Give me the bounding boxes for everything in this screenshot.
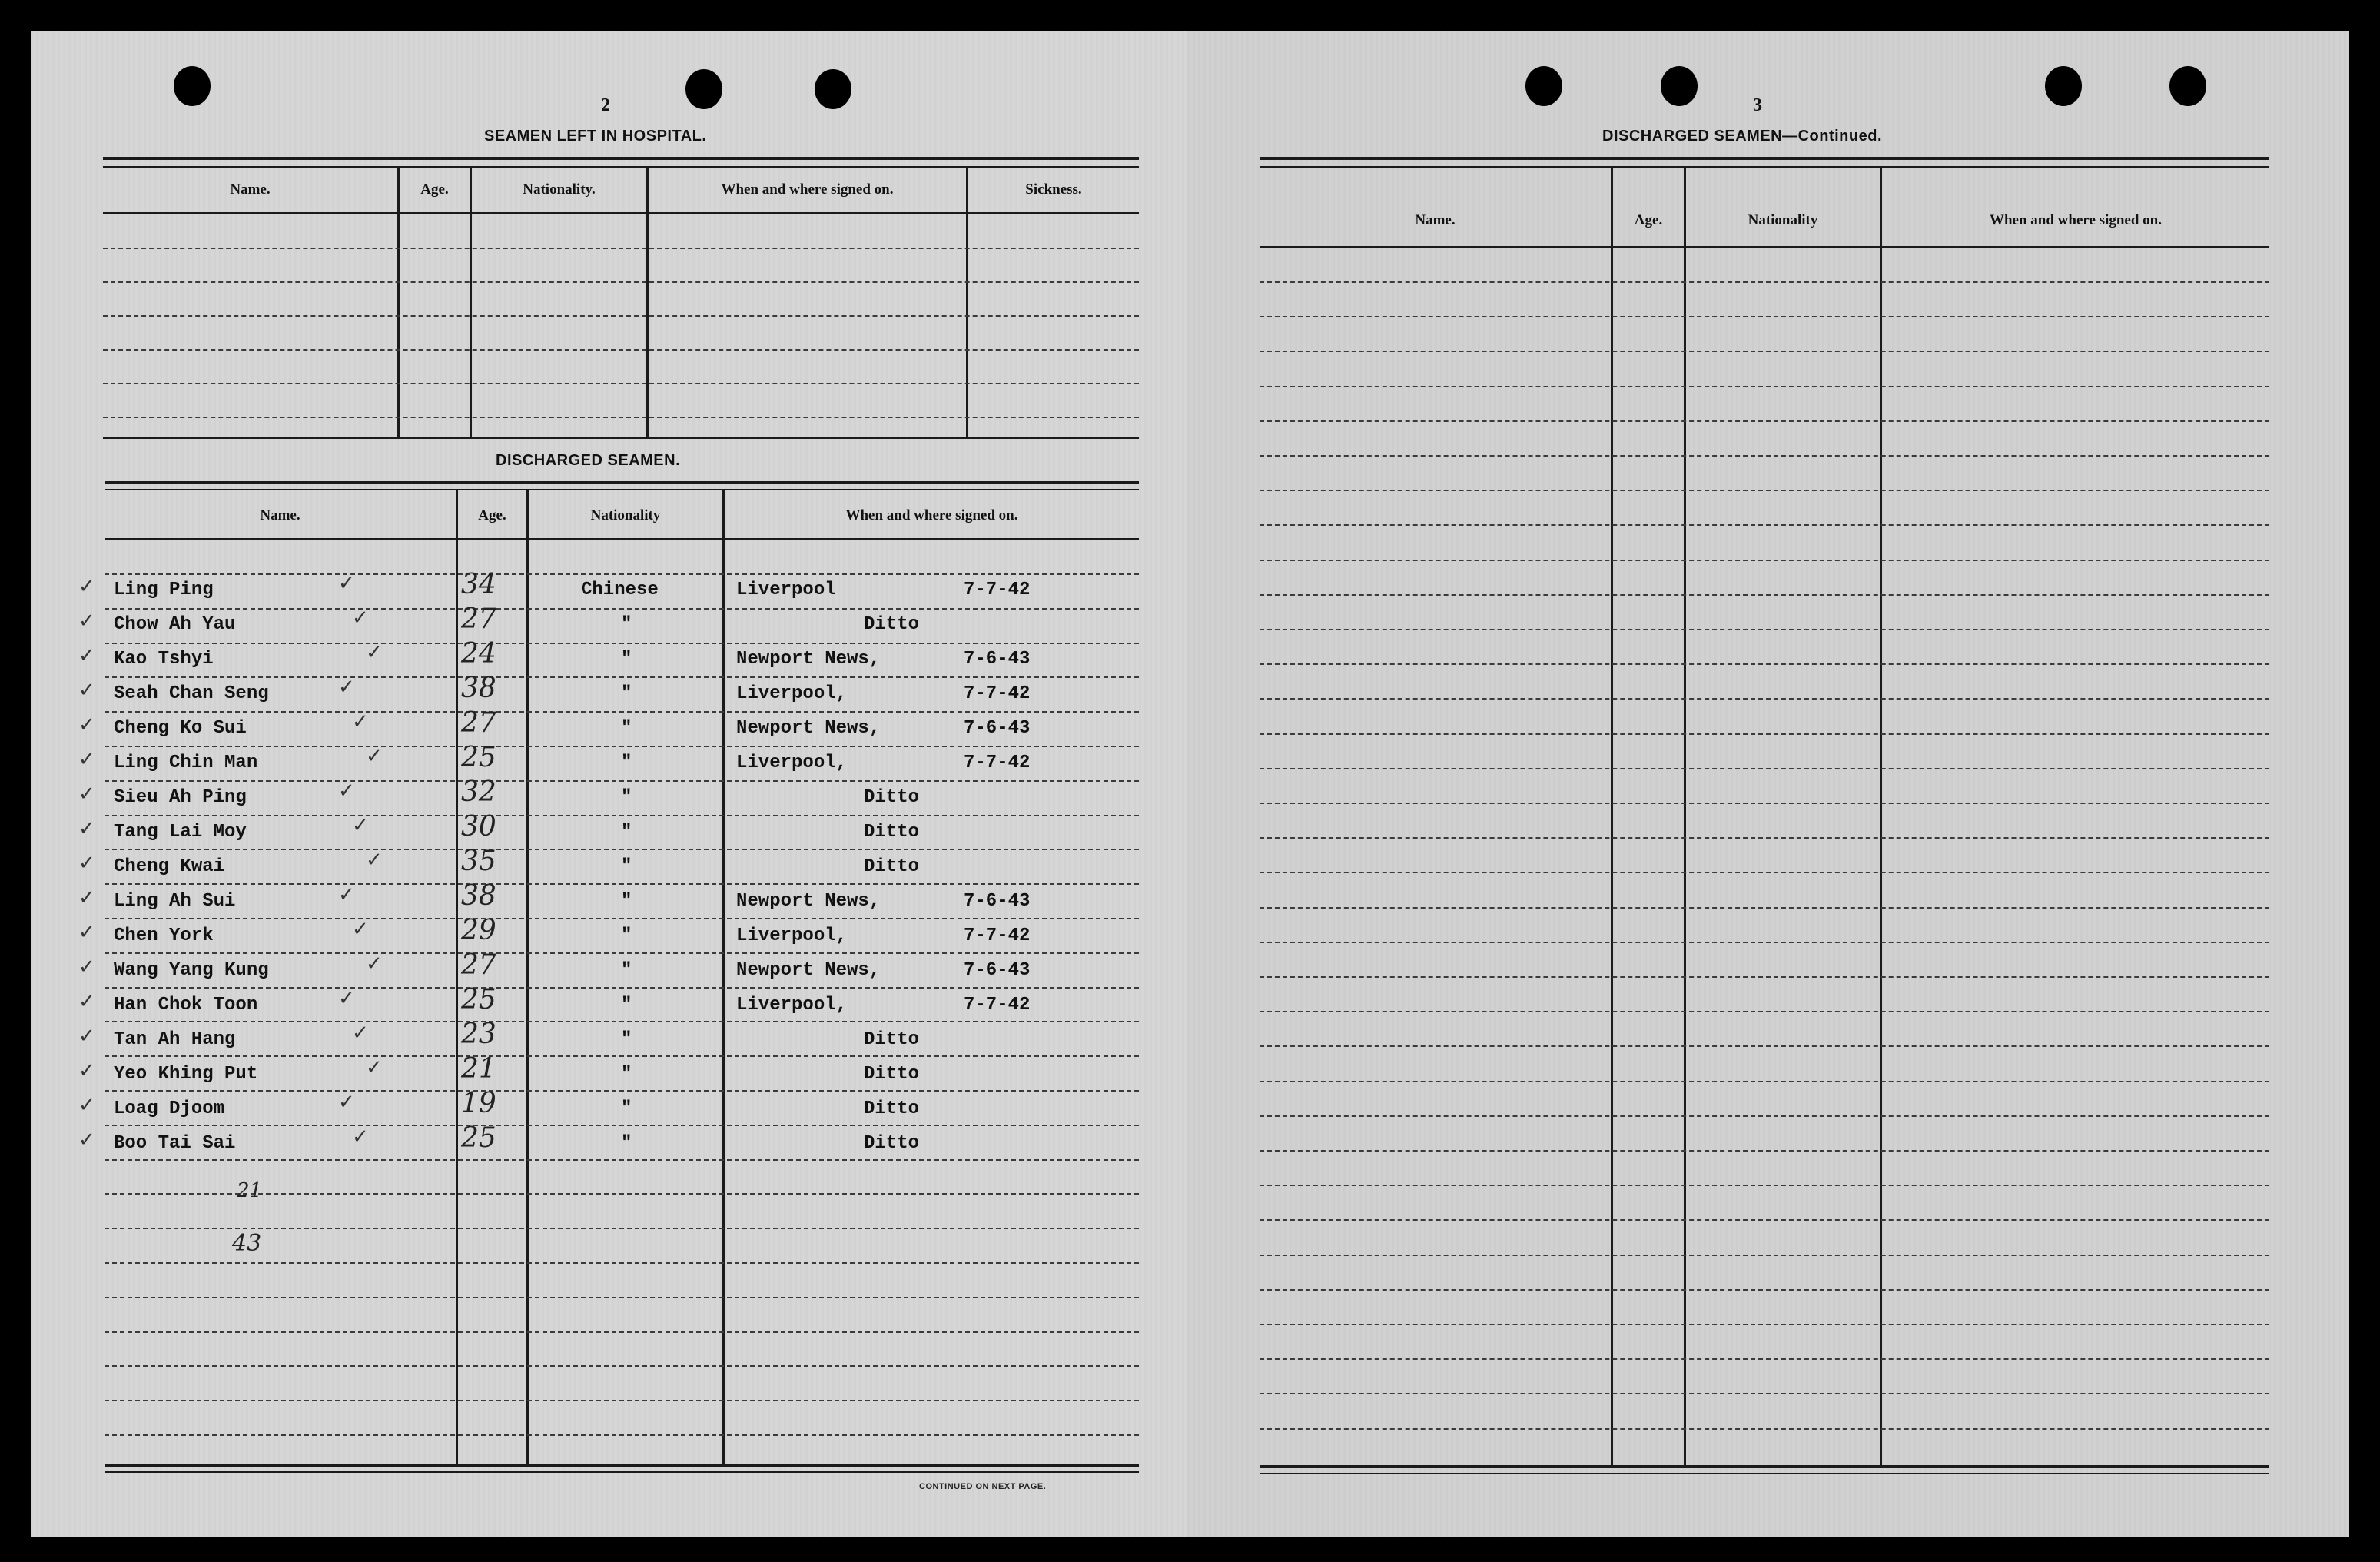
check-mark-icon: ✓: [352, 814, 369, 837]
ruled-line: [105, 1297, 1139, 1298]
punch-hole: [685, 69, 722, 109]
ruled-line: [105, 849, 1139, 850]
seaman-name: Ling Ah Sui: [114, 891, 236, 912]
ruled-line: [1260, 281, 2269, 283]
page-number: 2: [601, 95, 610, 115]
ruled-line: [103, 281, 1139, 283]
ruled-line: [1260, 351, 2269, 352]
ruled-line: [105, 1125, 1139, 1126]
check-mark-icon: ✓: [366, 641, 383, 664]
seaman-age: 35: [461, 846, 496, 877]
signed-on-date: 7-7-42: [964, 580, 1031, 600]
seaman-nationality: ": [621, 1064, 632, 1085]
ruled-line: [105, 1228, 1139, 1229]
signed-on-place: Newport News,: [736, 960, 881, 981]
hospital-col-signed-on: When and where signed on.: [721, 181, 894, 198]
ruled-line: [105, 608, 1139, 610]
seaman-age: 25: [461, 742, 496, 773]
continued-heading: DISCHARGED SEAMEN—Continued.: [1602, 128, 1882, 145]
check-mark-icon: ✓: [338, 676, 355, 699]
ruled-line: [103, 417, 1139, 418]
check-mark-icon: ✓: [338, 779, 355, 803]
discharged-heading: DISCHARGED SEAMEN.: [496, 452, 681, 469]
check-mark-icon: ✓: [78, 783, 95, 806]
seaman-name: Yeo Khing Put: [114, 1064, 258, 1085]
ruled-line: [1260, 490, 2269, 491]
signed-on-date: 7-7-42: [964, 995, 1031, 1015]
check-mark-icon: ✓: [78, 1128, 95, 1152]
seaman-nationality: ": [621, 995, 632, 1015]
signed-on-place: Newport News,: [736, 718, 881, 739]
check-mark-icon: ✓: [78, 1025, 95, 1048]
check-mark-icon: ✓: [352, 607, 369, 630]
check-mark-icon: ✓: [78, 748, 95, 771]
seaman-name: Loag Djoom: [114, 1098, 225, 1119]
signed-on-place: Liverpool,: [736, 995, 848, 1015]
check-mark-icon: ✓: [338, 883, 355, 906]
discharged-col-divider: [722, 490, 725, 1464]
ruled-line: [105, 1400, 1139, 1401]
seaman-age: 38: [461, 673, 496, 704]
check-mark-icon: ✓: [78, 679, 95, 702]
right-col-name: Name.: [1415, 212, 1456, 228]
right-table-bottom-rule: [1260, 1465, 2269, 1468]
ruled-line: [1260, 316, 2269, 317]
ruled-line: [105, 643, 1139, 644]
punch-hole: [174, 66, 211, 106]
ruled-line: [105, 987, 1139, 989]
check-mark-icon: ✓: [78, 955, 95, 979]
check-mark-icon: ✓: [352, 1022, 369, 1045]
check-mark-icon: ✓: [366, 849, 383, 872]
ruled-line: [105, 711, 1139, 713]
signed-on-place: Liverpool,: [736, 683, 848, 704]
ruled-line: [105, 815, 1139, 816]
check-mark-icon: ✓: [338, 987, 355, 1010]
seaman-name: Ling Chin Man: [114, 753, 258, 773]
discharged-col-divider: [456, 490, 458, 1464]
seaman-age: 25: [461, 1122, 496, 1154]
seaman-age: 30: [461, 811, 496, 842]
check-mark-icon: ✓: [78, 1094, 95, 1117]
check-mark-icon: ✓: [78, 575, 95, 598]
signed-on-date: 7-6-43: [964, 891, 1031, 912]
seaman-age: 27: [461, 603, 496, 635]
ruled-line: [1260, 698, 2269, 700]
hospital-table-header-bottom-rule: [103, 212, 1139, 214]
ruled-line: [1260, 1289, 2269, 1291]
margin-note: 21: [237, 1179, 263, 1202]
ruled-line: [105, 952, 1139, 954]
hospital-col-divider: [397, 168, 400, 437]
ruled-line: [1260, 872, 2269, 873]
seaman-age: 32: [461, 776, 496, 808]
seaman-nationality: ": [621, 1029, 632, 1050]
ruled-line: [1260, 1324, 2269, 1325]
check-mark-icon: ✓: [78, 644, 95, 667]
signed-on-place: Ditto: [864, 1064, 920, 1085]
right-table-header-bottom-rule: [1260, 246, 2269, 248]
ruled-line: [105, 780, 1139, 782]
hospital-col-age: Age.: [420, 181, 449, 198]
ruled-line: [1260, 1393, 2269, 1394]
ruled-line: [1260, 1358, 2269, 1360]
hospital-col-divider: [646, 168, 649, 437]
check-mark-icon: ✓: [366, 952, 383, 975]
signed-on-date: 7-6-43: [964, 649, 1031, 670]
check-mark-icon: ✓: [78, 610, 95, 633]
seaman-age: 23: [461, 1019, 496, 1050]
discharged-table-header-bottom-rule: [105, 538, 1139, 540]
check-mark-icon: ✓: [78, 990, 95, 1013]
seaman-age: 27: [461, 949, 496, 981]
ruled-line: [105, 676, 1139, 678]
seaman-nationality: ": [621, 1098, 632, 1119]
ruled-line: [1260, 1428, 2269, 1430]
hospital-col-name: Name.: [230, 181, 271, 198]
discharged-table-header-rule: [105, 489, 1139, 490]
check-mark-icon: ✓: [338, 1091, 355, 1114]
right-table-bottom-rule-2: [1260, 1473, 2269, 1474]
signed-on-place: Newport News,: [736, 891, 881, 912]
punch-hole: [2169, 66, 2206, 106]
check-mark-icon: ✓: [78, 886, 95, 909]
ruled-line: [1260, 1255, 2269, 1256]
seaman-name: Cheng Ko Sui: [114, 718, 247, 739]
ruled-line: [103, 349, 1139, 351]
signed-on-date: 7-7-42: [964, 753, 1031, 773]
ruled-line: [1260, 803, 2269, 804]
hospital-table-bottom-rule: [103, 437, 1139, 439]
page-number: 3: [1753, 95, 1762, 115]
margin-note: 43: [232, 1230, 262, 1257]
check-mark-icon: ✓: [78, 713, 95, 736]
ruled-line: [105, 1055, 1139, 1057]
ruled-line: [105, 1262, 1139, 1264]
hospital-col-divider: [470, 168, 472, 437]
hospital-table-header-rule: [103, 166, 1139, 168]
ruled-line: [1260, 420, 2269, 422]
check-mark-icon: ✓: [78, 817, 95, 840]
ruled-line: [1260, 455, 2269, 457]
ruled-line: [105, 918, 1139, 919]
seaman-name: Tang Lai Moy: [114, 822, 247, 842]
discharged-col-age: Age.: [478, 507, 506, 523]
check-mark-icon: ✓: [338, 572, 355, 595]
signed-on-place: Liverpool,: [736, 926, 848, 946]
seaman-nationality: ": [621, 926, 632, 946]
ruled-line: [1260, 837, 2269, 839]
left-page: [31, 31, 1187, 1537]
seaman-name: Ling Ping: [114, 580, 214, 600]
discharged-table-top-rule: [105, 481, 1139, 484]
hospital-col-sickness: Sickness.: [1025, 181, 1082, 198]
ruled-line: [105, 573, 1139, 575]
right-table-top-rule: [1260, 157, 2269, 160]
ruled-line: [1260, 1011, 2269, 1012]
discharged-col-name: Name.: [260, 507, 300, 523]
signed-on-place: Ditto: [864, 614, 920, 635]
signed-on-date: 7-7-42: [964, 683, 1031, 704]
signed-on-place: Ditto: [864, 1029, 920, 1050]
ruled-line: [1260, 976, 2269, 978]
signed-on-place: Ditto: [864, 822, 920, 842]
hospital-heading: SEAMEN LEFT IN HOSPITAL.: [484, 128, 707, 145]
punch-hole: [2045, 66, 2082, 106]
signed-on-place: Ditto: [864, 1133, 920, 1154]
check-mark-icon: ✓: [352, 1125, 369, 1148]
check-mark-icon: ✓: [352, 710, 369, 733]
check-mark-icon: ✓: [78, 852, 95, 875]
hospital-col-nationality: Nationality.: [523, 181, 596, 198]
ruled-line: [1260, 1115, 2269, 1117]
ruled-line: [1260, 907, 2269, 909]
ruled-line: [105, 746, 1139, 747]
ruled-line: [105, 1159, 1139, 1161]
discharged-col-nationality: Nationality: [590, 507, 661, 523]
signed-on-place: Newport News,: [736, 649, 881, 670]
seaman-age: 24: [461, 638, 496, 670]
ruled-line: [105, 1365, 1139, 1367]
continued-footer: CONTINUED ON NEXT PAGE.: [919, 1482, 1047, 1491]
seaman-nationality: ": [621, 822, 632, 842]
ruled-line: [1260, 942, 2269, 943]
seaman-name: Han Chok Toon: [114, 995, 258, 1015]
ruled-line: [1260, 733, 2269, 735]
ruled-line: [1260, 768, 2269, 769]
seaman-nationality: ": [621, 753, 632, 773]
seaman-age: 21: [461, 1053, 496, 1085]
ruled-line: [1260, 629, 2269, 630]
check-mark-icon: ✓: [78, 1059, 95, 1082]
check-mark-icon: ✓: [366, 745, 383, 768]
right-col-divider: [1880, 168, 1882, 1467]
ruled-line: [105, 1331, 1139, 1333]
ruled-line: [105, 1090, 1139, 1092]
right-page: [1187, 31, 2349, 1537]
seaman-name: Kao Tshyi: [114, 649, 214, 670]
signed-on-date: 7-7-42: [964, 926, 1031, 946]
signed-on-date: 7-6-43: [964, 960, 1031, 981]
seaman-name: Chow Ah Yau: [114, 614, 236, 635]
hospital-table-top-rule: [103, 157, 1139, 160]
seaman-nationality: ": [621, 787, 632, 808]
seaman-nationality: ": [621, 891, 632, 912]
seaman-nationality: Chinese: [581, 580, 659, 600]
signed-on-place: Ditto: [864, 1098, 920, 1119]
right-col-signed-on: When and where signed on.: [1989, 212, 2162, 228]
signed-on-date: 7-6-43: [964, 718, 1031, 739]
ruled-line: [1260, 1150, 2269, 1152]
seaman-age: 25: [461, 984, 496, 1015]
right-col-age: Age.: [1634, 212, 1663, 228]
punch-hole: [1525, 66, 1562, 106]
ruled-line: [105, 1021, 1139, 1022]
signed-on-place: Ditto: [864, 856, 920, 877]
right-table-header-rule: [1260, 166, 2269, 168]
seaman-name: Tan Ah Hang: [114, 1029, 236, 1050]
seaman-nationality: ": [621, 614, 632, 635]
signed-on-place: Ditto: [864, 787, 920, 808]
seaman-nationality: ": [621, 649, 632, 670]
seaman-age: 27: [461, 707, 496, 739]
right-col-nationality: Nationality: [1748, 212, 1818, 228]
seaman-nationality: ": [621, 718, 632, 739]
ruled-line: [1260, 594, 2269, 596]
seaman-age: 38: [461, 880, 496, 912]
seaman-nationality: ": [621, 683, 632, 704]
ruled-line: [103, 383, 1139, 384]
seaman-age: 29: [461, 915, 496, 946]
right-col-divider: [1684, 168, 1686, 1467]
ruled-line: [103, 248, 1139, 249]
discharged-table-bottom-rule: [105, 1464, 1139, 1467]
seaman-nationality: ": [621, 1133, 632, 1154]
check-mark-icon: ✓: [366, 1056, 383, 1079]
ruled-line: [1260, 1045, 2269, 1047]
discharged-col-divider: [526, 490, 529, 1464]
punch-hole: [1661, 66, 1698, 106]
seaman-age: 19: [461, 1088, 496, 1119]
check-mark-icon: ✓: [78, 921, 95, 944]
seaman-nationality: ": [621, 856, 632, 877]
seaman-name: Wang Yang Kung: [114, 960, 269, 981]
ruled-line: [105, 1434, 1139, 1436]
ruled-line: [1260, 1219, 2269, 1221]
seaman-name: Sieu Ah Ping: [114, 787, 247, 808]
ruled-line: [105, 883, 1139, 885]
ruled-line: [1260, 663, 2269, 665]
signed-on-place: Liverpool: [736, 580, 836, 600]
seaman-age: 34: [461, 569, 496, 600]
ruled-line: [103, 315, 1139, 317]
discharged-table-bottom-rule-2: [105, 1471, 1139, 1473]
ruled-line: [1260, 524, 2269, 526]
ruled-line: [1260, 1081, 2269, 1082]
check-mark-icon: ✓: [352, 918, 369, 941]
seaman-name: Boo Tai Sai: [114, 1133, 236, 1154]
discharged-col-signed-on: When and where signed on.: [845, 507, 1018, 523]
seaman-name: Cheng Kwai: [114, 856, 225, 877]
signed-on-place: Liverpool,: [736, 753, 848, 773]
seaman-name: Seah Chan Seng: [114, 683, 269, 704]
punch-hole: [815, 69, 851, 109]
ruled-line: [1260, 560, 2269, 561]
hospital-col-divider: [966, 168, 968, 437]
ruled-line: [1260, 386, 2269, 387]
seaman-nationality: ": [621, 960, 632, 981]
seaman-name: Chen York: [114, 926, 214, 946]
right-col-divider: [1611, 168, 1613, 1467]
ruled-line: [1260, 1185, 2269, 1186]
